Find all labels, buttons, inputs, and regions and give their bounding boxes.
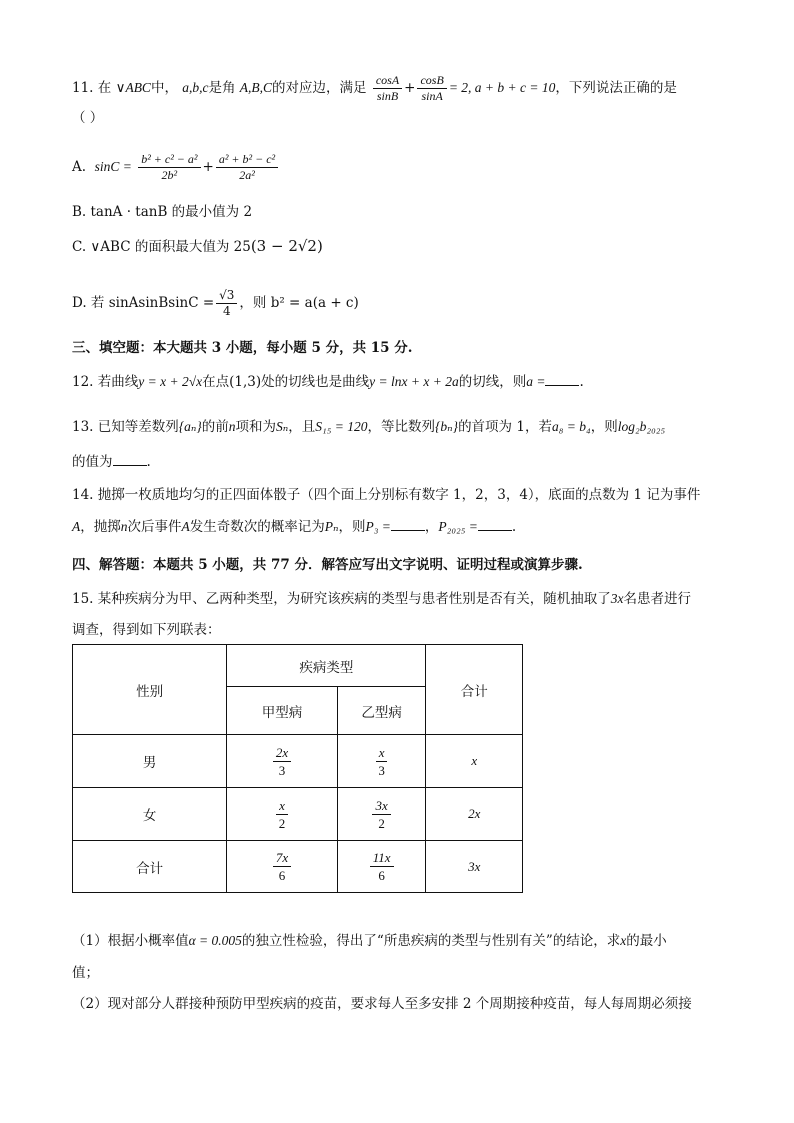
- q15-part1-line2: 值；: [72, 965, 99, 981]
- row-label: 合计: [73, 841, 227, 893]
- q15-line2: 调查，得到如下列联表：: [72, 622, 221, 638]
- q15-line1: 15. 某种疾病分为甲、乙两种类型，为研究该疾病的类型与患者性别是否有关，随机抽取了3x名患者进行: [72, 591, 692, 607]
- section-3-heading: 三、填空题：本大题共 3 小题，每小题 5 分，共 15 分.: [72, 340, 413, 356]
- q12: 12. 若曲线y = x + 2√x在点(1,3)处的切线也是曲线y = lnx + x + 2a的切线，则a = .: [72, 374, 584, 390]
- answer-blank: [545, 373, 579, 386]
- row-label: 女: [73, 788, 227, 841]
- header-type-yi: 乙型病: [337, 687, 426, 735]
- table-row: [73, 841, 523, 893]
- cell: $\frac{3x}{2}$: [337, 788, 426, 841]
- q11-option-b: B. tanA · tanB 的最小值为 2: [72, 204, 253, 220]
- header-type-jia: 甲型病: [227, 687, 338, 735]
- header-gender: 性别: [73, 645, 227, 735]
- cell: $\frac{x}{3}$: [337, 735, 426, 788]
- section-4-heading: 四、解答题：本题共 5 小题，共 77 分．解答应写出文字说明、证明过程或演算步骤.: [72, 557, 583, 573]
- header-total: 合计: [426, 645, 523, 735]
- answer-blank: [478, 518, 512, 531]
- q14-line1: 14. 抛掷一枚质地均匀的正四面体骰子（四个面上分别标有数字 1，2，3，4），底面的点数为 1 记为事件: [72, 487, 701, 503]
- q11-option-c: C. ∨ABC 的面积最大值为 25(3 − 2√2): [72, 237, 323, 255]
- fraction-cosB-sinA: $\frac{\cos B}{\sin A}$: [417, 73, 446, 104]
- answer-blank: [391, 518, 425, 531]
- cell-total: 2x: [426, 788, 523, 841]
- q11-option-d: D. 若 sinAsinBsinC = $\frac{√3}{4}$ ，则 b² = a(a + c): [72, 288, 359, 318]
- q11-option-a: A. sinC = $\frac{\text{b² + c² − a²}}{\text{2b²}}$ + $\frac{\text{a² + b² − c²}}{\text{2a²}}$: [72, 152, 280, 183]
- contingency-table: [72, 644, 523, 893]
- table-row: [73, 788, 523, 841]
- q13-line2: 的值为 .: [72, 454, 151, 470]
- cell: $\frac{7x}{6}$: [227, 841, 338, 893]
- row-label: 男: [73, 735, 227, 788]
- cell: $\frac{2x}{3}$: [227, 735, 338, 788]
- q11-line1: 11. 在 ∨ABC中， a,b,c是角 A,B,C的对应边，满足 $\frac{\cos A}{\sin B}$ + $\frac{\cos B}{\sin A}$ = 2, a + b + c = 10，下列说法正确的是: [72, 73, 677, 103]
- cell: $\frac{11x}{6}$: [337, 841, 426, 893]
- q14-line2: A，抛掷n次后事件A发生奇数次的概率记为Pₙ，则P₃ = ，P₂₀₂₅ = .: [72, 519, 517, 535]
- table-row: [73, 735, 523, 788]
- q15-part2-line1: （2）现对部分人群接种预防甲型疾病的疫苗，要求每人至多安排 2 个周期接种疫苗，每人每周期必须接: [72, 996, 692, 1012]
- answer-blank: [113, 453, 147, 466]
- cell-total: 3x: [426, 841, 523, 893]
- fraction-cosA-sinB: $\frac{\cos A}{\sin B}$: [373, 73, 402, 104]
- cell: $\frac{x}{2}$: [227, 788, 338, 841]
- q15-part1-line1: （1）根据小概率值α = 0.005的独立性检验，得出了“所患疾病的类型与性别有关”的结论，求x的最小: [72, 933, 667, 949]
- header-disease-type: 疾病类型: [227, 645, 426, 687]
- q13-line1: 13. 已知等差数列{aₙ}的前n项和为Sₙ，且S₁₅ = 120，等比数列{bₙ}的首项为 1，若a₈ = b₄，则log₂b₂₀₂₅: [72, 419, 666, 435]
- q11-paren: （ ）: [72, 110, 104, 126]
- cell-total: x: [426, 735, 523, 788]
